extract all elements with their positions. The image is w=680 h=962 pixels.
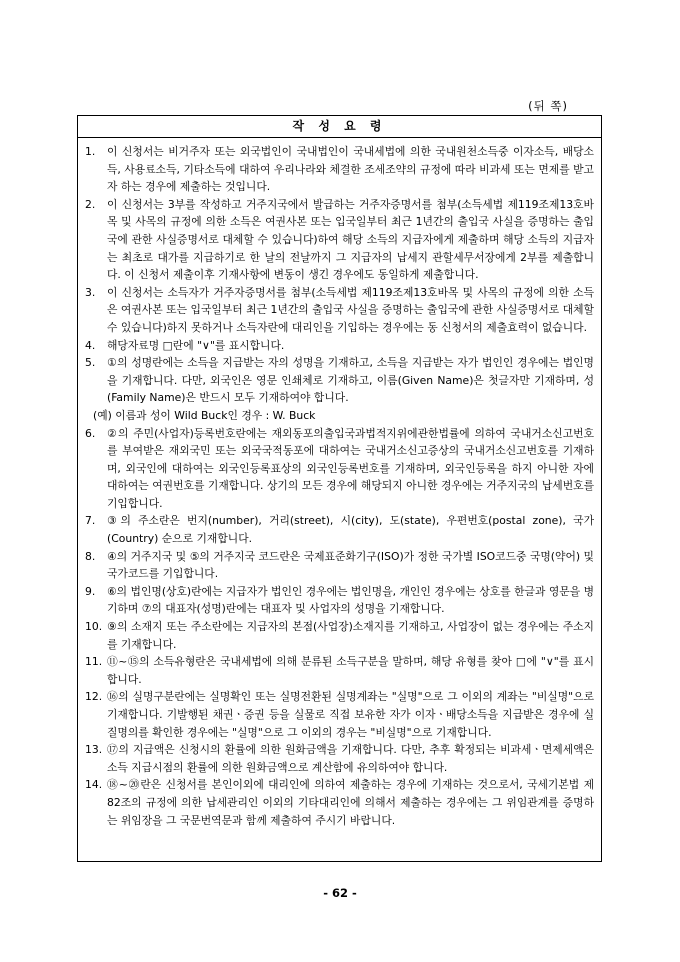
item-number: 14. — [85, 778, 103, 792]
item-text: 이 신청서는 3부를 작성하고 거주지국에서 발급하는 거주자증명서를 첨부(소득세법 제119조제13호바목 및 사목의 규정에 의한 소득은 여권사본 또는 입국일부터 최근 1년간의 출입국 사실을 증명하는 출입국에 관한 사실증명서로 대체할 수 있습니다)하여 해당 소득의 지급자에게 제출하며 해당 소득의 지급자는 최초로 대가를 지급하기로 한 날의 전날까지 그 지급자의 납세지 관할세무서장에게 2부를 제출합니다. 이 신청서 제출이후 기재사항에 변동이 생긴 경우에도 동일하게 제출합니다. — [107, 197, 594, 282]
item-number: 3. — [85, 285, 96, 299]
item-number: 11. — [85, 655, 103, 669]
item-text: ①의 성명란에는 소득을 지급받는 자의 성명을 기재하고, 소득을 지급받는 자가 법인인 경우에는 법인명을 기재합니다. 다만, 외국인은 영문 인쇄체로 기재하고, 이름(Given Name)은 첫글자만 기재하며, 성(Family Name)은 반드시 모두 기재하여야 합니다. — [107, 356, 594, 405]
instruction-item-11 — [85, 653, 594, 688]
instruction-item-5 — [85, 354, 594, 407]
item-text: ⑯의 실명구분란에는 실명확인 또는 실명전환된 실명계좌는 "실명"으로 그 이외의 계좌는 "비실명"으로 기재합니다. 기발행된 채권ㆍ증권 등을 실물로 직접 보유한 자가 이자ㆍ배당소득을 지급받은 경우에 실질명의를 확인한 경우에는 "실명"으로 그 이외의 경우는 "비실명"으로 기재합니다. — [107, 690, 594, 739]
item-number: 13. — [85, 743, 103, 757]
instruction-item-9 — [85, 583, 594, 618]
item-number: 5. — [85, 356, 96, 370]
item-number: 8. — [85, 549, 96, 563]
item-number: 7. — [85, 514, 96, 528]
item-number: 10. — [85, 620, 103, 634]
item-text: ③의 주소란은 번지(number), 거리(street), 시(city), 도(state), 우편번호(postal zone), 국가(Country) 순으로 기재합니다. — [107, 514, 594, 546]
item-number: 6. — [85, 426, 96, 440]
item-text: ⑨의 소재지 또는 주소란에는 지급자의 본점(사업장)소재지를 기재하고, 사업장이 없는 경우에는 주소지를 기재합니다. — [107, 620, 594, 651]
item-text: 이 신청서는 비거주자 또는 외국법인이 국내법인이 국내세법에 의한 국내원천소득중 이자소득, 배당소득, 사용료소득, 기타소득에 대하여 우리나라와 체결한 조세조약의 규정에 따라 비과세 또는 면제를 받고자 하는 경우에 제출하는 것입니다. — [107, 145, 594, 194]
instructions-list — [78, 138, 601, 829]
item-text: 이 신청서는 소득자가 거주자증명서를 첨부(소득세법 제119조제13호바목 및 사목의 규정에 의한 소득은 여권사본 또는 입국일부터 최근 1년간의 출입국 사실을 증명하는 출입국에 관한 사실증명서로 대체할 수 있습니다)하지 못하거나 소득자란에 대리인을 기입하는 경우에는 동 신청서의 제출효력이 없습니다. — [107, 285, 594, 334]
name-example: (예) 이름과 성이 Wild Buck인 경우 : W. Buck — [93, 408, 316, 422]
item-text: ④의 거주지국 및 ⑤의 거주지국 코드란은 국제표준화기구(ISO)가 정한 국가별 ISO코드중 국명(약어) 및 국가코드를 기입합니다. — [107, 549, 594, 581]
instruction-item-14 — [85, 776, 594, 829]
item-text: ⑱~⑳란은 신청서를 본인이외에 대리인에 의하여 제출하는 경우에 기재하는 것으로서, 국세기본법 제82조의 규정에 의한 납세관리인 이외의 기타대리인에 의해서 제출하는 경우에는 그 위임관계를 증명하는 위임장을 그 국문번역문과 함께 제출하여 주시기 바랍니다. — [107, 778, 594, 827]
item-text: ⑥의 법인명(상호)란에는 지급자가 법인인 경우에는 법인명을, 개인인 경우에는 상호를 한글과 영문을 병기하며 ⑦의 대표자(성명)란에는 대표자 및 사업자의 성명을 기재합니다. — [107, 584, 594, 616]
item-number: 2. — [85, 197, 96, 211]
instruction-item-3 — [85, 284, 594, 337]
instruction-item-1 — [85, 143, 594, 196]
instruction-item-10 — [85, 618, 594, 653]
instructions-box — [77, 115, 602, 862]
page-number: - 62 - — [323, 886, 357, 900]
item-number: 4. — [85, 338, 96, 352]
box-title: 작 성 요 령 — [78, 116, 601, 138]
instruction-item-8 — [85, 548, 594, 583]
instruction-item-2 — [85, 196, 594, 284]
instruction-item-6 — [85, 425, 594, 513]
instruction-item-4 — [85, 337, 594, 355]
item-text: ②의 주민(사업자)등록번호란에는 재외동포의출입국과법적지위에관한법률에 의하여 국내거소신고번호를 부여받은 재외국민 또는 외국국적동포에 대하여는 국내거소신고증상의 국내거소신고번호를 기재하며, 외국인에 대하여는 외국인등록표상의 외국인등록번호를 기재하며, 외국인등록을 하지 아니한 자에 대하여는 여권번호를 기재합니다. 상기의 모든 경우에 해당되지 아니한 경우에는 거주지국의 납세번호를 기입합니다. — [107, 426, 594, 510]
instruction-item-13 — [85, 741, 594, 776]
item-number: 9. — [85, 584, 96, 598]
item-text: ⑪~⑮의 소득유형란은 국내세법에 의해 분류된 소득구분을 말하며, 해당 유형를 찾아 □에 "∨"를 표시합니다. — [107, 655, 594, 686]
instruction-item-12 — [85, 688, 594, 741]
item-text: ⑰의 지급액은 신청시의 환률에 의한 원화금액을 기재합니다. 다만, 추후 확정되는 비과세ㆍ면제세액은 소득 지급시점의 환률에 의한 원화금액으로 계산함에 유의하여야 합니다. — [107, 743, 594, 774]
instruction-item-7 — [85, 512, 594, 547]
side-note: (뒤 쪽) — [528, 99, 568, 113]
item-number: 1. — [85, 145, 96, 158]
item-number: 12. — [85, 690, 103, 704]
item-text: 해당자료명 □란에 "∨"를 표시합니다. — [107, 338, 285, 352]
